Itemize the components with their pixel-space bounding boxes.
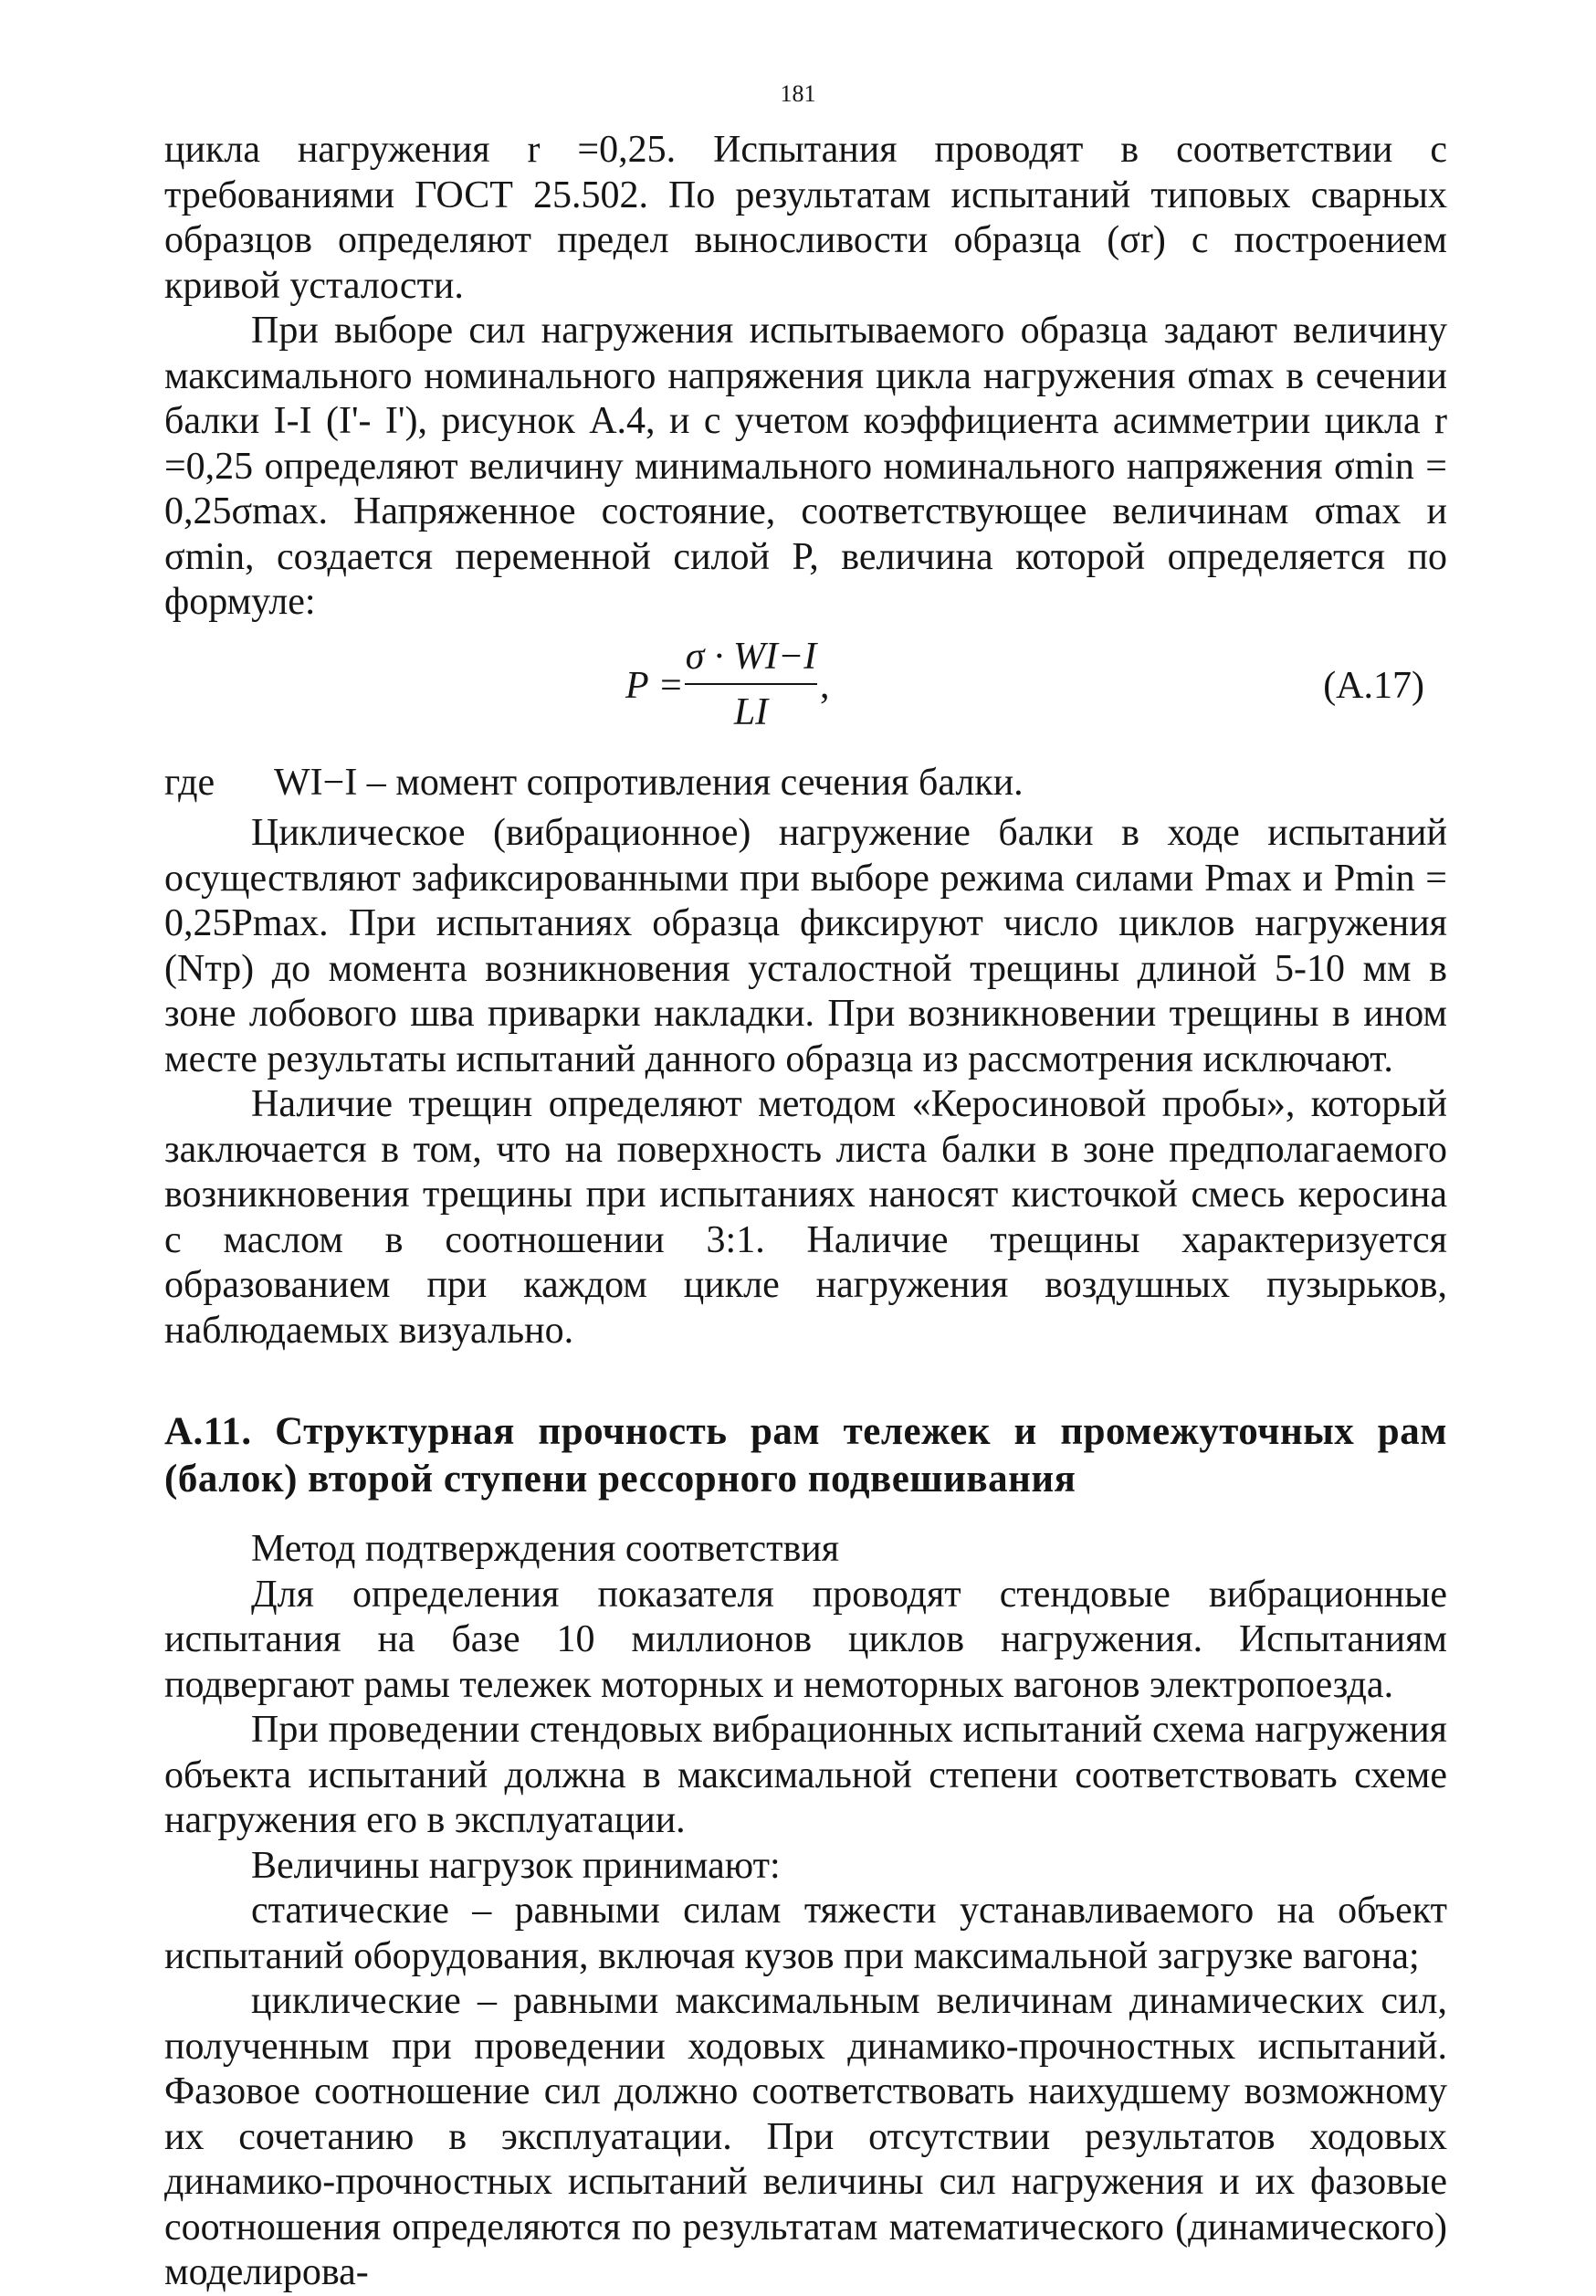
paragraph: Величины нагрузок принимают:	[251, 1844, 781, 1887]
where-clause	[164, 761, 1447, 806]
paragraph: Для определения показателя проводят стендовые вибрационные испытания на базе 10 миллионов циклов нагружения. Испытаниям подвергают рамы тележек моторных и немоторных вагонов электропоезда.	[164, 1573, 1447, 1706]
where-label: где	[164, 761, 215, 804]
page-body	[164, 128, 1447, 2296]
paragraph: Наличие трещин определяют методом «Керосиновой пробы», который заключается в том, что на поверхность листа балки в зоне предполагаемого возникновения трещины при испытаниях наносят кисточкой смесь керосина с маслом в соотношении 3:1. Наличие трещины характеризуется образованием при каждом цикле нагружения воздушных пузырьков, наблюдаемых визуально.	[164, 1083, 1447, 1352]
paragraph: статические – равными силам тяжести устанавливаемого на объект испытаний оборудования, включая кузов при максимальной загрузке вагона;	[164, 1890, 1447, 1977]
formula-number: (А.17)	[1323, 664, 1424, 707]
formula-fraction	[685, 635, 817, 736]
formula-lhs: P =	[625, 664, 684, 707]
paragraph: При проведении стендовых вибрационных испытаний схема нагружения объекта испытаний должна в максимальной степени соответствовать схеме нагружения его в эксплуатации.	[164, 1709, 1447, 1841]
page-number: 181	[780, 80, 816, 107]
formula-a17	[164, 633, 1447, 761]
formula-numerator: σ · WI−I	[685, 635, 817, 686]
formula-denominator: LI	[733, 691, 769, 733]
section-heading: А.11. Структурная прочность рам тележек и промежуточных рам (балок) второй ступени рессорного подвешивания	[164, 1410, 1447, 1501]
paragraph: цикла нагружения r =0,25. Испытания проводят в соответствии с требованиями ГОСТ 25.502. По результатам испытаний типовых сварных образцов определяют предел выносливости образца (σr) с построением кривой усталости.	[164, 129, 1447, 307]
formula-comma: ,	[820, 664, 830, 707]
paragraph: При выборе сил нагружения испытываемого образца задают величину максимального номинального напряжения цикла нагружения σmax в сечении балки I-I (I'- I'), рисунок А.4, и с учетом коэффициента асимметрии цикла r =0,25 определяют величину минимального номинального напряжения σmin = 0,25σmax. Напряженное состояние, соответствующее величинам σmax и σmin, создается переменной силой P, величина которой определяется по формуле:	[164, 310, 1447, 623]
where-text: WI−I – момент сопротивления сечения балки.	[274, 761, 1024, 804]
paragraph: циклические – равными максимальным величинам динамических сил, полученным при проведении ходовых динамико-прочностных испытаний. Фазовое соотношение сил должно соответствовать наихудшему возможному их сочетанию в эксплуатации. При отсутствии результатов ходовых динамико-прочностных испытаний величины сил нагружения и их фазовые соотношения определяются по результатам математического (динамического) моделирова-	[164, 1980, 1447, 2293]
subheading: Метод подтверждения соответствия	[251, 1528, 840, 1570]
paragraph: Циклическое (вибрационное) нагружение балки в ходе испытаний осуществляют зафиксированными при выборе режима силами Pmax и Pmin = 0,25Pmax. При испытаниях образца фиксируют число циклов нагружения (Nтр) до момента возникновения усталостной трещины длиной 5-10 мм в зоне лобового шва приварки накладки. При возникновении трещины в ином месте результаты испытаний данного образца из рассмотрения исключают.	[164, 812, 1447, 1080]
